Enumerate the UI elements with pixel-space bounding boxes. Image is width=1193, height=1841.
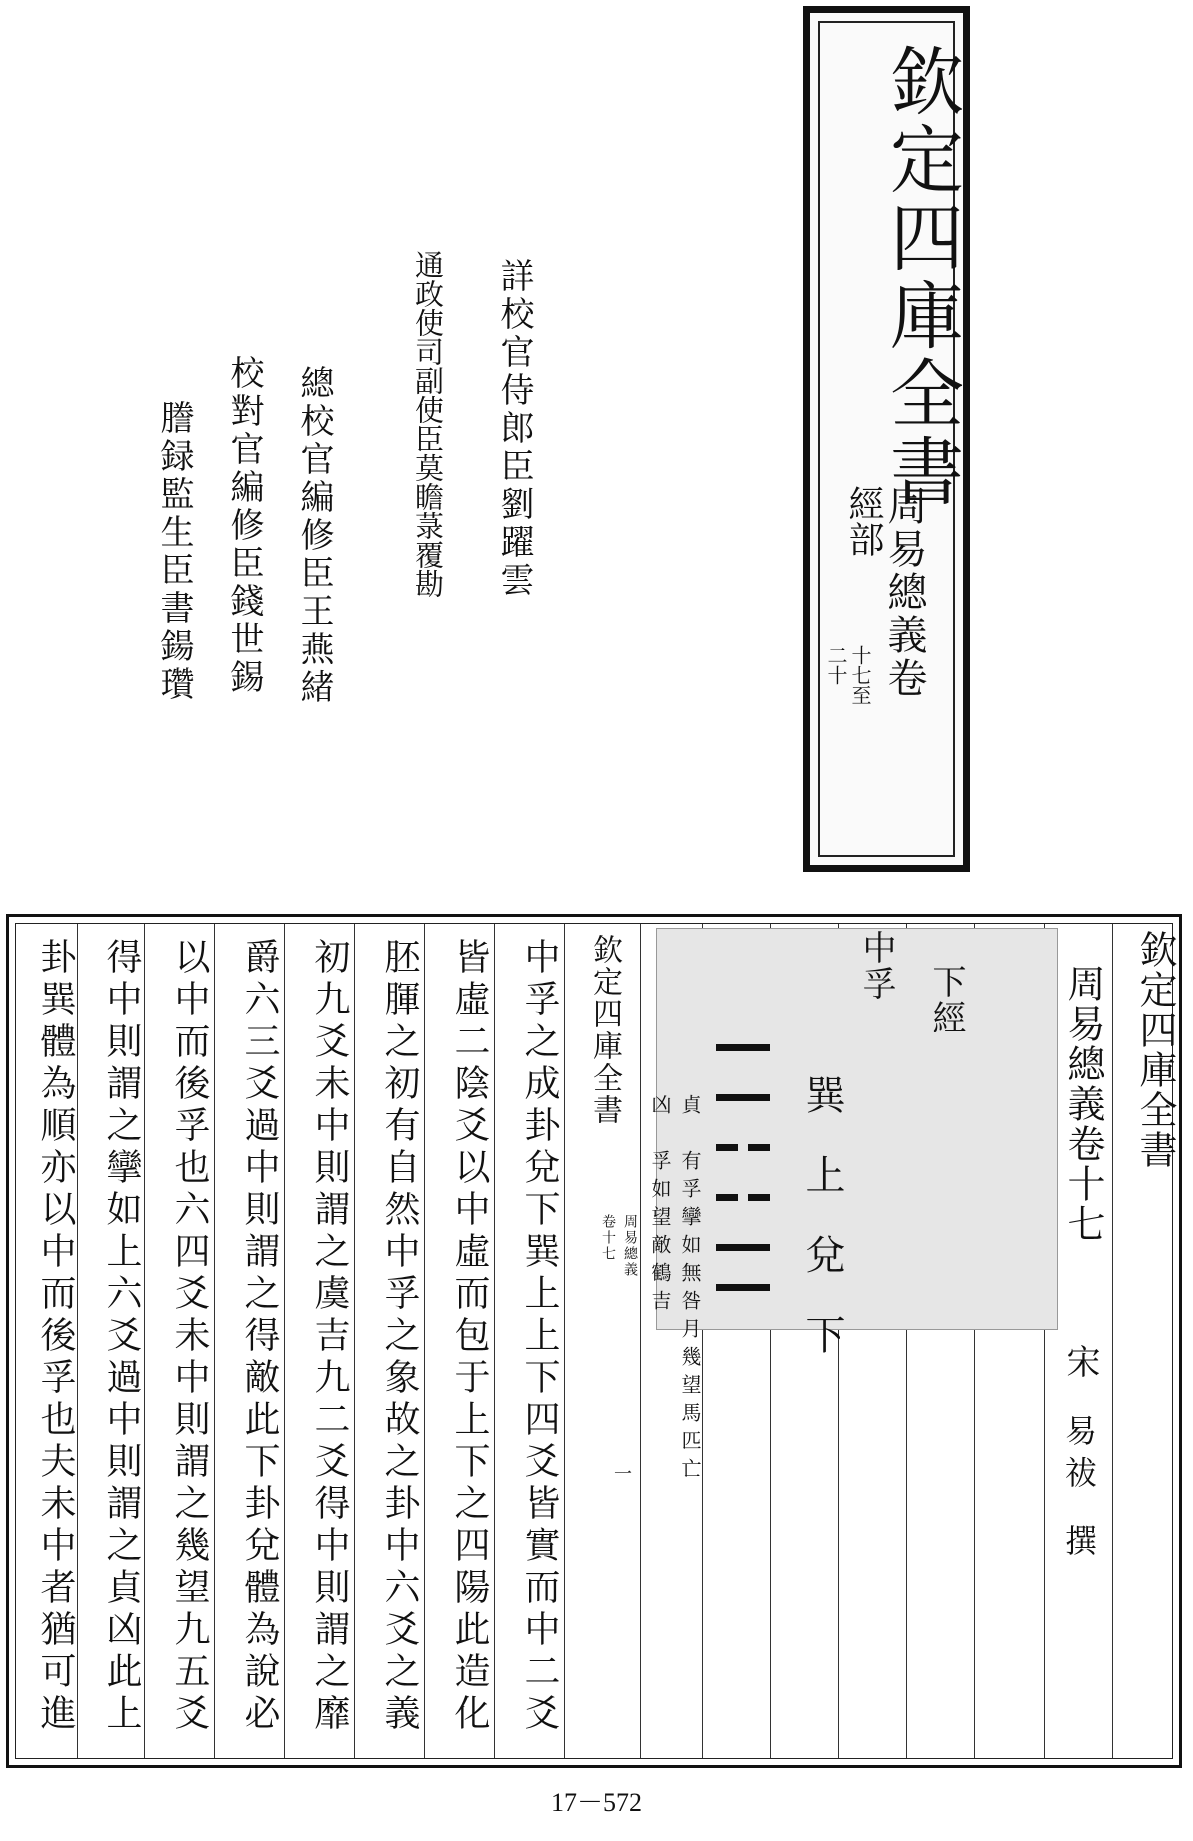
margin-folio: 一 [611, 1464, 632, 1484]
credit-line: 謄録監生臣書鍚瓚 [154, 400, 194, 704]
cover-slip [803, 6, 970, 872]
body-column: 胚腪之初有自然中孚之象故之卦中六爻之義 [379, 938, 420, 1736]
hexagram-figure [716, 1044, 776, 1294]
page-number: 17－572 [550, 1788, 642, 1817]
column-rule [640, 924, 641, 1758]
hexagram-line-solid [716, 1044, 770, 1051]
cover-volume: 周易總義卷 [881, 485, 927, 700]
credit-line: 詳校官侍郎臣劉躍雲 [494, 258, 534, 600]
hexagram-name: 中孚 [856, 930, 896, 1002]
text-page-inner-frame [15, 923, 1177, 1759]
hexagram-line-broken [716, 1194, 738, 1201]
body-column: 爵六三爻過中則謂之得敵此下卦兌體為說必 [239, 938, 280, 1736]
body-column: 初九爻未中則謂之虞吉九二爻得中則謂之靡 [309, 938, 350, 1736]
cover-category: 經部 [843, 485, 884, 557]
margin-volume: 卷十七 [600, 1214, 616, 1262]
cover-volume-range-2: 二十 [824, 645, 848, 685]
cover-inner-frame [818, 21, 964, 857]
body-column: 得中則謂之攣如上六爻過中則謂之貞凶此上 [101, 938, 142, 1736]
page-header-title: 欽定四庫全書 [1133, 930, 1177, 1170]
division-label: 下經 [926, 964, 966, 1036]
cover-volume-range-1: 十七至 [848, 645, 872, 705]
credit-line: 校對官編修臣錢世錫 [224, 355, 264, 697]
book-title: 周易總義卷十七 [1061, 964, 1105, 1244]
cover-title: 欽定四庫全書 [878, 43, 964, 511]
author-name: 易祓 [1060, 1414, 1098, 1498]
body-column: 卦巽體為順亦以中而後孚也夫未中者猶可進 [35, 938, 76, 1736]
hexagram-line-broken [748, 1194, 770, 1201]
hexagram-composition: 巽上兌下 [799, 1074, 845, 1394]
hexagram-line-solid [716, 1094, 770, 1101]
body-column: 皆虛二陰爻以中虛而包于上下之四陽此造化 [449, 938, 490, 1736]
hexagram-line-solid [716, 1244, 770, 1251]
margin-title: 欽定四庫全書 [587, 934, 622, 1126]
body-column: 中孚之成卦兌下巽上上下四爻皆實而中二爻 [519, 938, 560, 1736]
judgment-annotation: 凶 孚如望敵鶴吉 [648, 1094, 672, 1318]
body-column: 以中而後孚也六四爻未中則謂之幾望九五爻 [169, 938, 210, 1736]
author-verb: 撰 [1060, 1524, 1098, 1558]
hexagram-line-broken [716, 1144, 738, 1151]
column-rule [1112, 924, 1113, 1758]
judgment-annotation: 貞 有孚攣如無咎月幾望馬匹亡 [678, 1094, 702, 1486]
hexagram-line-broken [748, 1144, 770, 1151]
credits-block [90, 250, 534, 750]
author-dynasty: 宋 [1060, 1344, 1100, 1380]
margin-book: 周易總義 [622, 1214, 638, 1278]
hexagram-line-solid [716, 1284, 770, 1291]
credit-line: 總校官編修臣王燕緒 [294, 365, 334, 707]
text-page [6, 914, 1182, 1768]
credit-line: 通政使司副使臣莫瞻菉覆勘 [411, 250, 445, 598]
